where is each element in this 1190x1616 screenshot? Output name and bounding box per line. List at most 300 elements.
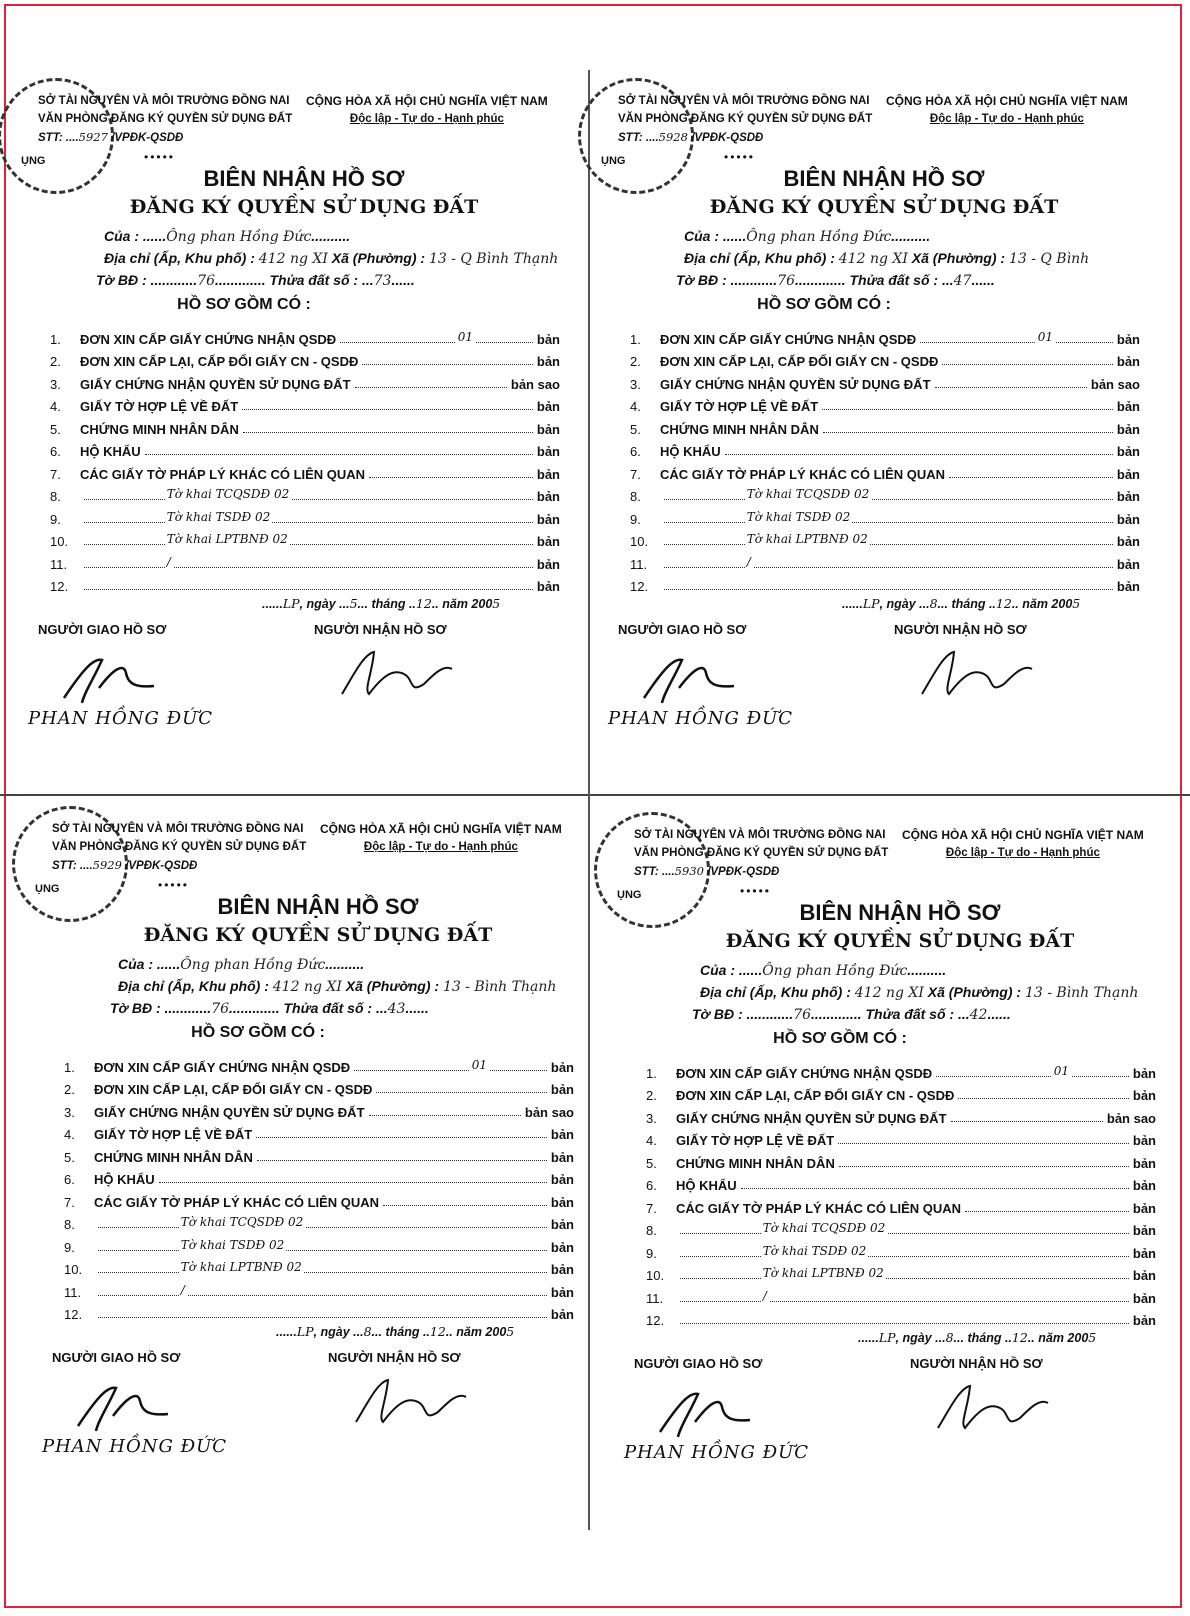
address-label: Địa chỉ (Ấp, Khu phố) :	[118, 978, 269, 994]
agency-line2: VĂN PHÒNG ĐĂNG KÝ QUYỀN SỬ DỤNG ĐẤT	[634, 847, 889, 859]
item-number: 2.	[646, 1088, 657, 1103]
item-unit: bản	[1132, 1133, 1156, 1148]
document-item	[50, 482, 560, 505]
document-item	[64, 1120, 574, 1143]
motto: Độc lập - Tự do - Hạnh phúc	[363, 841, 518, 853]
item-fill-line	[145, 442, 533, 455]
stt-value: 5929	[92, 858, 122, 872]
item-label: HỘ KHẨU	[660, 444, 721, 459]
map-sheet-label: Tờ BĐ :	[692, 1006, 743, 1022]
item-label: ĐƠN XIN CẤP LẠI, CẤP ĐỔI GIẤY CN - QSDĐ	[94, 1082, 373, 1097]
giver-signature	[68, 1376, 178, 1436]
address-value: 412 ng XI	[258, 251, 328, 267]
item-fill-line	[942, 352, 1113, 365]
receipt-subtitle: ĐĂNG KÝ QUYỀN SỬ DỤNG ĐẤT	[725, 930, 1075, 952]
stt-suffix: /VPĐK-QSDĐ	[111, 132, 184, 144]
item-fill-line	[958, 1086, 1129, 1099]
document-item	[630, 324, 1140, 347]
documents-heading: HỒ SƠ GỒM CÓ :	[191, 1024, 325, 1041]
document-item	[646, 1103, 1156, 1126]
ward-label: Xã (Phường) :	[331, 250, 426, 266]
date-month: 12	[1011, 1330, 1028, 1345]
item-unit: bản sao	[1090, 376, 1140, 392]
item-fill-line	[823, 420, 1113, 433]
item-number: 3.	[646, 1110, 657, 1126]
document-item	[646, 1126, 1156, 1149]
item-number: 12.	[630, 579, 649, 594]
item-label: CHỨNG MINH NHÂN DÂN	[660, 421, 819, 437]
item-fill-line	[362, 352, 533, 365]
date-month-label: tháng	[951, 597, 986, 611]
item-label: GIẤY CHỨNG NHẬN QUYỀN SỬ DỤNG ĐẤT	[660, 376, 931, 392]
item-unit: bản	[1116, 579, 1140, 594]
item-number: 10.	[50, 534, 69, 549]
document-list	[630, 324, 1140, 594]
item-number: 7.	[646, 1200, 657, 1216]
item-label: ĐƠN XIN CẤP GIẤY CHỨNG NHẬN QSDĐ	[660, 331, 917, 347]
item-unit: bản	[536, 466, 560, 482]
item-number: 10.	[64, 1262, 83, 1277]
document-item	[646, 1148, 1156, 1171]
document-item	[50, 392, 560, 415]
republic-header	[320, 820, 562, 856]
agency-line1: SỞ TÀI NGUYÊN VÀ MÔI TRƯỜNG ĐỒNG NAI	[618, 95, 870, 107]
documents-heading: HỒ SƠ GỒM CÓ :	[177, 296, 311, 313]
item-fill-line	[98, 1260, 547, 1273]
parcel-value: 47	[953, 273, 972, 289]
republic-header	[902, 826, 1144, 862]
address-line	[700, 984, 1138, 1001]
item-handwritten-value: 01	[457, 329, 474, 344]
receiver-label: NGƯỜI NHẬN HỒ SƠ	[314, 622, 447, 637]
item-fill-line	[84, 577, 533, 590]
document-item	[50, 347, 560, 370]
document-item	[646, 1261, 1156, 1284]
item-handwritten-value: 01	[1053, 1063, 1070, 1078]
giver-signature	[634, 648, 744, 708]
item-unit: bản	[1132, 1223, 1156, 1238]
ward-value: 13 - Bình Thạnh	[442, 979, 557, 995]
document-item	[646, 1081, 1156, 1104]
document-item	[64, 1187, 574, 1210]
item-fill-line	[741, 1176, 1129, 1189]
giver-signature	[54, 648, 164, 708]
parcel-line: Tờ BĐ : ............76............. Thửa đất số : ...73......	[96, 272, 415, 289]
item-label: HỘ KHẨU	[94, 1172, 155, 1187]
document-item	[64, 1210, 574, 1233]
document-item	[50, 324, 560, 347]
document-item	[64, 1300, 574, 1323]
stt-value: 5928	[658, 130, 688, 144]
receipt-title: BIÊN NHẬN HỒ SƠ	[783, 166, 985, 191]
item-number: 4.	[646, 1133, 657, 1148]
item-fill-line	[680, 1221, 1129, 1234]
item-fill-line	[369, 1103, 521, 1116]
item-handwritten-value: Tờ khai TSDĐ 02	[746, 509, 851, 524]
item-number: 6.	[50, 444, 61, 459]
item-fill-line	[84, 510, 533, 523]
document-item	[630, 527, 1140, 550]
item-unit: bản	[550, 1082, 574, 1097]
document-item	[50, 549, 560, 572]
receiver-signature	[334, 644, 464, 704]
document-item	[64, 1232, 574, 1255]
item-fill-line	[664, 487, 1113, 500]
date-month-label: tháng	[371, 597, 406, 611]
item-number: 10.	[646, 1268, 665, 1283]
stt-line: STT: ....5927 /VPĐK-QSDĐ	[38, 130, 184, 144]
receiver-label: NGƯỜI NHẬN HỒ SƠ	[328, 1350, 461, 1365]
receiver-signature	[348, 1372, 478, 1432]
item-number: 8.	[50, 489, 61, 504]
date-day-label: , ngày	[895, 1331, 932, 1345]
item-number: 5.	[646, 1155, 657, 1171]
parcel-label: Thửa đất số :	[283, 1000, 373, 1016]
item-number: 6.	[64, 1172, 75, 1187]
item-fill-line	[383, 1193, 547, 1206]
item-fill-line	[84, 487, 533, 500]
receipt-subtitle: ĐĂNG KÝ QUYỀN SỬ DỤNG ĐẤT	[143, 924, 493, 946]
item-unit: bản	[1116, 354, 1140, 369]
document-list	[646, 1058, 1156, 1328]
item-unit: bản	[1116, 489, 1140, 504]
item-fill-line	[98, 1238, 547, 1251]
date-day-label: , ngày	[879, 597, 916, 611]
item-unit: bản	[550, 1149, 574, 1165]
receipt-subtitle: ĐĂNG KÝ QUYỀN SỬ DỤNG ĐẤT	[129, 196, 479, 218]
date-year: 5	[1072, 596, 1081, 611]
date-year: 5	[492, 596, 501, 611]
item-number: 5.	[630, 421, 641, 437]
office-stamp: ỤNG	[0, 78, 114, 194]
owner-value: Ông phan Hồng Đức	[746, 229, 892, 245]
item-number: 8.	[630, 489, 641, 504]
item-number: 2.	[64, 1082, 75, 1097]
item-number: 12.	[50, 579, 69, 594]
item-unit: bản	[1132, 1268, 1156, 1283]
stt-value: 5927	[78, 130, 108, 144]
item-label: GIẤY TỜ HỢP LỆ VỀ ĐẤT	[676, 1133, 835, 1148]
item-number: 8.	[64, 1217, 75, 1232]
motto: Độc lập - Tự do - Hạnh phúc	[929, 113, 1084, 125]
document-item	[630, 437, 1140, 460]
address-line	[118, 978, 556, 995]
item-unit: bản	[536, 421, 560, 437]
ward-value: 13 - Q Bình Thạnh	[428, 251, 559, 267]
item-number: 11.	[646, 1290, 664, 1306]
item-fill-line	[949, 465, 1113, 478]
item-label: CHỨNG MINH NHÂN DÂN	[80, 421, 239, 437]
item-unit: bản	[1116, 556, 1140, 572]
map-sheet-value: 76	[211, 1001, 230, 1017]
date-month: 12	[995, 596, 1012, 611]
document-item	[630, 549, 1140, 572]
stt-suffix: /VPĐK-QSDĐ	[691, 132, 764, 144]
item-number: 1.	[646, 1065, 657, 1081]
date-year-label: năm 200	[442, 597, 493, 611]
item-unit: bản	[536, 579, 560, 594]
date-place: LP	[282, 596, 300, 611]
stt-line: STT: ....5929 /VPĐK-QSDĐ	[52, 858, 198, 872]
item-unit: bản	[1116, 444, 1140, 459]
item-label: ĐƠN XIN CẤP GIẤY CHỨNG NHẬN QSDĐ	[676, 1065, 933, 1081]
receiver-signature	[930, 1378, 1060, 1438]
item-unit: bản	[550, 1059, 574, 1075]
item-label: ĐƠN XIN CẤP GIẤY CHỨNG NHẬN QSDĐ	[80, 331, 337, 347]
item-label: ĐƠN XIN CẤP LẠI, CẤP ĐỔI GIẤY CN - QSDĐ	[80, 354, 359, 369]
receipt-title: BIÊN NHẬN HỒ SƠ	[799, 900, 1001, 925]
parcel-label: Thửa đất số :	[865, 1006, 955, 1022]
item-number: 9.	[64, 1239, 75, 1255]
document-item	[50, 504, 560, 527]
item-number: 7.	[630, 466, 641, 482]
ward-label: Xã (Phường) :	[345, 978, 440, 994]
item-unit: bản	[536, 444, 560, 459]
item-label: HỘ KHẨU	[676, 1178, 737, 1193]
address-label: Địa chỉ (Ấp, Khu phố) :	[700, 984, 851, 1000]
item-unit: bản	[550, 1217, 574, 1232]
item-label: CÁC GIẤY TỜ PHÁP LÝ KHÁC CÓ LIÊN QUAN	[676, 1200, 962, 1216]
date-day: 8	[945, 1330, 954, 1345]
item-number: 7.	[50, 466, 61, 482]
parcel-label: Thửa đất số :	[849, 272, 939, 288]
motto: Độc lập - Tự do - Hạnh phúc	[945, 847, 1100, 859]
date-year-label: năm 200	[1038, 1331, 1089, 1345]
receipt	[21, 92, 584, 812]
item-number: 11.	[64, 1284, 82, 1300]
giver-signature	[650, 1382, 760, 1442]
item-label: GIẤY TỜ HỢP LỆ VỀ ĐẤT	[94, 1127, 253, 1142]
item-unit: bản	[550, 1284, 574, 1300]
map-sheet-value: 76	[793, 1007, 812, 1023]
parcel-line: Tờ BĐ : ............76............. Thửa đất số : ...43......	[110, 1000, 429, 1017]
item-number: 3.	[50, 376, 61, 392]
item-fill-line	[664, 555, 1113, 568]
item-fill-line	[355, 375, 507, 388]
owner-value: Ông phan Hồng Đức	[762, 963, 908, 979]
document-list	[50, 324, 560, 594]
date-year: 5	[1088, 1330, 1097, 1345]
item-number: 1.	[64, 1059, 75, 1075]
item-fill-line	[159, 1170, 547, 1183]
document-item	[646, 1171, 1156, 1194]
document-item	[64, 1097, 574, 1120]
owner-label: Của :	[118, 956, 153, 972]
ward-value: 13 - Bình Thạnh	[1024, 985, 1139, 1001]
address-line	[104, 250, 558, 267]
item-unit: bản sao	[510, 376, 560, 392]
item-fill-line	[680, 1289, 1129, 1302]
item-fill-line	[725, 442, 1113, 455]
agency-line2: VĂN PHÒNG ĐĂNG KÝ QUYỀN SỬ DỤNG ĐẤT	[52, 841, 307, 853]
item-fill-line	[680, 1266, 1129, 1279]
item-handwritten-value: Tờ khai LPTBNĐ 02	[180, 1260, 302, 1274]
receipt	[601, 92, 1164, 812]
item-number: 12.	[64, 1307, 83, 1322]
item-fill-line	[98, 1305, 547, 1318]
giver-handwritten-name: PHAN HỒNG ĐỨC	[28, 708, 214, 729]
item-handwritten-value: Tờ khai TSDĐ 02	[180, 1237, 285, 1252]
item-handwritten-value: /	[180, 1282, 185, 1297]
item-number: 4.	[630, 399, 641, 414]
item-number: 10.	[630, 534, 649, 549]
item-unit: bản	[550, 1127, 574, 1142]
item-unit: bản	[1116, 534, 1140, 549]
giver-label: NGƯỜI GIAO HỒ SƠ	[618, 622, 747, 637]
document-item	[50, 527, 560, 550]
parcel-line: Tờ BĐ : ............76............. Thửa đất số : ...47......	[676, 272, 995, 289]
document-item	[64, 1255, 574, 1278]
item-fill-line	[965, 1199, 1129, 1212]
date-place: LP	[296, 1324, 314, 1339]
item-unit: bản	[1132, 1088, 1156, 1103]
item-fill-line	[354, 1058, 547, 1071]
parcel-value: 42	[969, 1007, 988, 1023]
document-item	[50, 459, 560, 482]
item-handwritten-value: /	[166, 554, 171, 569]
agency-line2: VĂN PHÒNG ĐĂNG KÝ QUYỀN SỬ DỤNG ĐẤT	[618, 113, 873, 125]
item-unit: bản	[1116, 331, 1140, 347]
item-unit: bản	[550, 1307, 574, 1322]
item-fill-line	[257, 1148, 547, 1161]
document-item	[646, 1283, 1156, 1306]
item-number: 5.	[64, 1149, 75, 1165]
address-value: 412 ng XI	[272, 979, 342, 995]
item-unit: bản	[1132, 1155, 1156, 1171]
item-fill-line	[822, 397, 1113, 410]
document-item	[630, 482, 1140, 505]
item-fill-line	[951, 1109, 1103, 1122]
agency-header	[618, 92, 872, 147]
item-fill-line	[84, 532, 533, 545]
item-fill-line	[664, 532, 1113, 545]
ward-value: 13 - Q Bình	[1008, 251, 1090, 267]
date-day: 8	[929, 596, 938, 611]
item-label: GIẤY TỜ HỢP LỆ VỀ ĐẤT	[80, 399, 239, 414]
receiver-signature	[914, 644, 1044, 704]
item-unit: bản	[536, 354, 560, 369]
item-unit: bản	[1132, 1313, 1156, 1328]
documents-heading: HỒ SƠ GỒM CÓ :	[757, 296, 891, 313]
item-number: 9.	[630, 511, 641, 527]
giver-handwritten-name: PHAN HỒNG ĐỨC	[42, 1436, 228, 1457]
document-item	[630, 347, 1140, 370]
address-label: Địa chỉ (Ấp, Khu phố) :	[104, 250, 255, 266]
documents-heading: HỒ SƠ GỒM CÓ :	[773, 1030, 907, 1047]
item-handwritten-value: Tờ khai TCQSDĐ 02	[180, 1215, 304, 1229]
document-item	[630, 572, 1140, 595]
item-fill-line	[376, 1080, 547, 1093]
office-stamp: ỤNG	[578, 78, 694, 194]
agency-header	[52, 820, 306, 875]
item-label: CHỨNG MINH NHÂN DÂN	[94, 1149, 253, 1165]
map-sheet-label: Tờ BĐ :	[96, 272, 147, 288]
date-place: LP	[862, 596, 880, 611]
receipt-subtitle: ĐĂNG KÝ QUYỀN SỬ DỤNG ĐẤT	[709, 196, 1059, 218]
item-unit: bản	[1132, 1200, 1156, 1216]
date-day-label: , ngày	[313, 1325, 350, 1339]
divider-dots: •••••	[724, 150, 756, 164]
item-number: 4.	[64, 1127, 75, 1142]
item-number: 9.	[646, 1245, 657, 1261]
stt-value: 5930	[674, 864, 704, 878]
map-sheet-value: 76	[197, 273, 216, 289]
document-item	[646, 1216, 1156, 1239]
item-fill-line	[256, 1125, 547, 1138]
document-item	[630, 414, 1140, 437]
address-label: Địa chỉ (Ấp, Khu phố) :	[684, 250, 835, 266]
item-fill-line	[680, 1244, 1129, 1257]
receipt-title: BIÊN NHẬN HỒ SƠ	[217, 894, 419, 919]
divider-dots: •••••	[144, 150, 176, 164]
address-value: 412 ng XI	[854, 985, 924, 1001]
item-fill-line	[243, 420, 533, 433]
republic-title: CỘNG HÒA XÃ HỘI CHỦ NGHĨA VIỆT NAM	[306, 94, 548, 108]
item-fill-line	[369, 465, 533, 478]
office-stamp: ỤNG	[12, 806, 128, 922]
owner-label: Của :	[104, 228, 139, 244]
stt-line: STT: ....5928 /VPĐK-QSDĐ	[618, 130, 764, 144]
item-unit: bản sao	[1106, 1110, 1156, 1126]
agency-line1: SỞ TÀI NGUYÊN VÀ MÔI TRƯỜNG ĐỒNG NAI	[634, 829, 886, 841]
item-unit: bản	[536, 489, 560, 504]
item-unit: bản	[550, 1194, 574, 1210]
item-fill-line	[340, 330, 533, 343]
agency-header	[38, 92, 292, 147]
item-handwritten-value: Tờ khai TCQSDĐ 02	[166, 487, 290, 501]
owner-line: Của : ......Ông phan Hồng Đức..........	[684, 228, 931, 245]
item-unit: bản	[536, 399, 560, 414]
republic-title: CỘNG HÒA XÃ HỘI CHỦ NGHĨA VIỆT NAM	[886, 94, 1128, 108]
date-line: ......LP, ngày ...8... tháng ..12.. năm 2005	[276, 1324, 515, 1339]
item-unit: bản	[536, 511, 560, 527]
item-number: 12.	[646, 1313, 665, 1328]
item-unit: bản	[1116, 466, 1140, 482]
date-month-label: tháng	[967, 1331, 1002, 1345]
date-line: ......LP, ngày ...5... tháng ..12.. năm 2005	[262, 596, 501, 611]
item-fill-line	[936, 1064, 1129, 1077]
item-fill-line	[920, 330, 1113, 343]
date-month: 12	[415, 596, 432, 611]
map-sheet-label: Tờ BĐ :	[676, 272, 727, 288]
motto: Độc lập - Tự do - Hạnh phúc	[349, 113, 504, 125]
item-handwritten-value: /	[746, 554, 751, 569]
item-handwritten-value: 01	[471, 1057, 488, 1072]
document-item	[630, 369, 1140, 392]
item-label: CÁC GIẤY TỜ PHÁP LÝ KHÁC CÓ LIÊN QUAN	[80, 466, 366, 482]
divider-dots: •••••	[158, 878, 190, 892]
item-number: 5.	[50, 421, 61, 437]
item-unit: bản	[1132, 1290, 1156, 1306]
item-fill-line	[839, 1154, 1129, 1167]
giver-label: NGƯỜI GIAO HỒ SƠ	[634, 1356, 763, 1371]
owner-label: Của :	[684, 228, 719, 244]
item-number: 9.	[50, 511, 61, 527]
item-fill-line	[98, 1215, 547, 1228]
date-place: LP	[878, 1330, 896, 1345]
document-item	[646, 1306, 1156, 1329]
document-item	[50, 369, 560, 392]
item-number: 6.	[646, 1178, 657, 1193]
item-label: CHỨNG MINH NHÂN DÂN	[676, 1155, 835, 1171]
item-handwritten-value: Tờ khai LPTBNĐ 02	[762, 1266, 884, 1280]
item-number: 6.	[630, 444, 641, 459]
document-item	[64, 1277, 574, 1300]
date-year-label: năm 200	[456, 1325, 507, 1339]
item-unit: bản sao	[524, 1104, 574, 1120]
map-sheet-label: Tờ BĐ :	[110, 1000, 161, 1016]
item-label: GIẤY CHỨNG NHẬN QUYỀN SỬ DỤNG ĐẤT	[94, 1104, 365, 1120]
